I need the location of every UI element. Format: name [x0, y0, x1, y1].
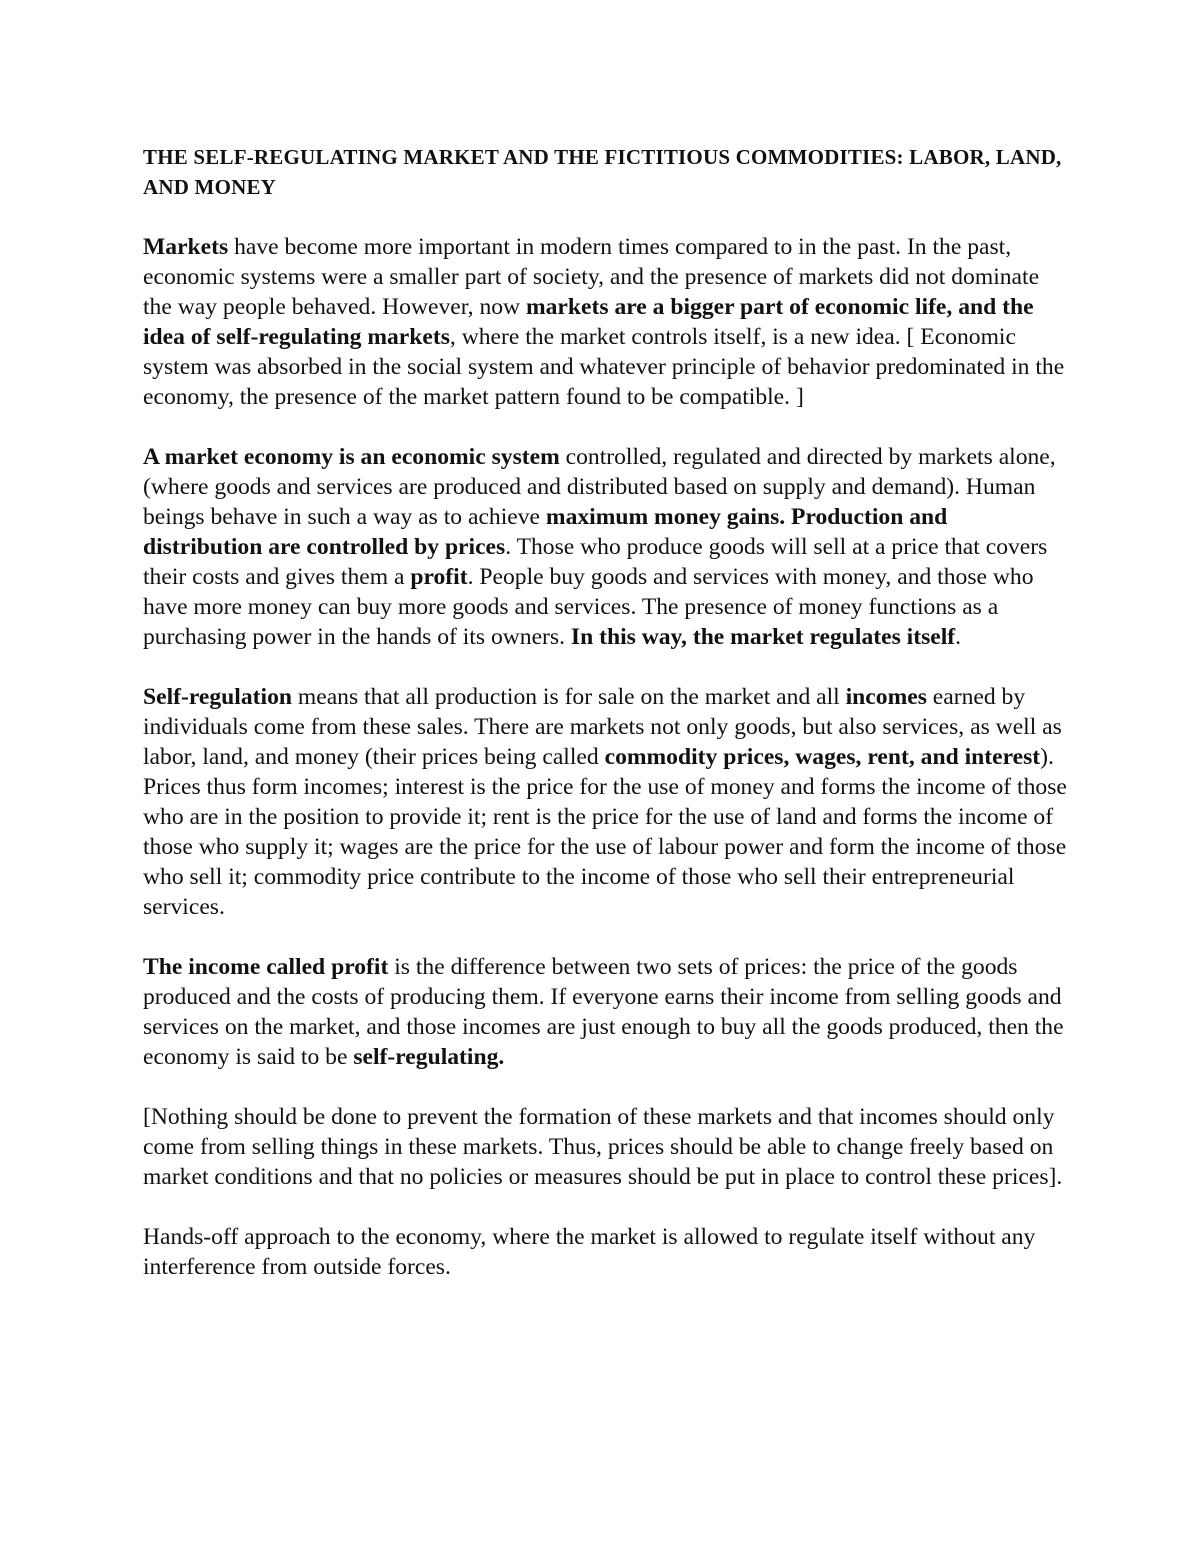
text-run: means that all production is for sale on the market and all	[291, 684, 846, 710]
bold-text-run: incomes	[845, 684, 927, 710]
text-run: . People buy goods and services with money, and those who have more money can buy more goods and services. The presence of money functions as a purchasing power in the hands of its owners.	[143, 564, 1034, 650]
paragraph	[143, 232, 1068, 412]
paragraph	[143, 1102, 1068, 1192]
bold-text-run: In this way, the market regulates itself	[570, 624, 956, 650]
text-run: is the difference between two sets of prices: the price of the goods produced and the costs of producing them. If everyone earns their income from selling goods and services on the market, and those incomes are just enough to buy all the goods produced, then the economy is said to be	[143, 954, 1064, 1070]
text-run: ). Prices thus form incomes; interest is the price for the use of money and forms the income of those who are in the position to provide it; rent is the price for the use of land and forms the income of those who supply it; wages are the price for the use of labour power and form the income of those who sell it; commodity price contribute to the income of those who sell their entrepreneurial services.	[143, 744, 1067, 920]
text-run: , where the market controls itself, is a new idea. [ Economic system was absorbed in the social system and whatever principle of behavior predominated in the economy, the presence of the market pattern found to be compatible. ]	[143, 324, 1065, 410]
text-run: earned by individuals come from these sales. There are markets not only goods, but also services, as well as labor, land, and money (their prices being called	[143, 684, 1062, 770]
text-run: . Those who produce goods will sell at a price that covers their costs and gives them a	[143, 534, 1048, 590]
bold-text-run: profit	[410, 564, 468, 590]
text-run: have become more important in modern times compared to in the past. In the past, economic systems were a smaller part of society, and the presence of markets did not dominate the way people behaved. However, now	[143, 234, 1040, 320]
text-run: controlled, regulated and directed by markets alone, (where goods and services are produced and distributed based on supply and demand). Human beings behave in such a way as to achieve	[143, 444, 1056, 530]
document-body	[143, 142, 1068, 1312]
document-title: THE SELF-REGULATING MARKET AND THE FICTITIOUS COMMODITIES: LABOR, LAND, AND MONEY	[143, 145, 1062, 199]
bold-text-run: markets are a bigger part of economic life, and the idea of self-regulating markets	[143, 294, 1034, 350]
bold-text-run: A market economy is an economic system	[143, 444, 560, 470]
bold-text-run: Markets	[143, 234, 229, 260]
paragraph	[143, 1222, 1068, 1282]
bold-text-run: maximum money gains. Production and distribution are controlled by prices	[143, 504, 948, 560]
text-run: Hands-off approach to the economy, where the market is allowed to regulate itself without any interference from outside forces.	[143, 1224, 1036, 1280]
bold-text-run: self-regulating.	[353, 1044, 505, 1070]
text-run: [Nothing should be done to prevent the formation of these markets and that incomes should only come from selling things in these markets. Thus, prices should be able to change freely based on market conditions and that no policies or measures should be put in place to control these prices].	[143, 1104, 1063, 1190]
paragraph	[143, 682, 1068, 922]
bold-text-run: commodity prices, wages, rent, and interest	[604, 744, 1041, 770]
paragraph	[143, 442, 1068, 652]
bold-text-run: The income called profit	[143, 954, 389, 980]
paragraph-list	[143, 232, 1068, 1282]
bold-text-run: Self-regulation	[143, 684, 292, 710]
paragraph	[143, 952, 1068, 1072]
text-run: .	[955, 624, 962, 650]
